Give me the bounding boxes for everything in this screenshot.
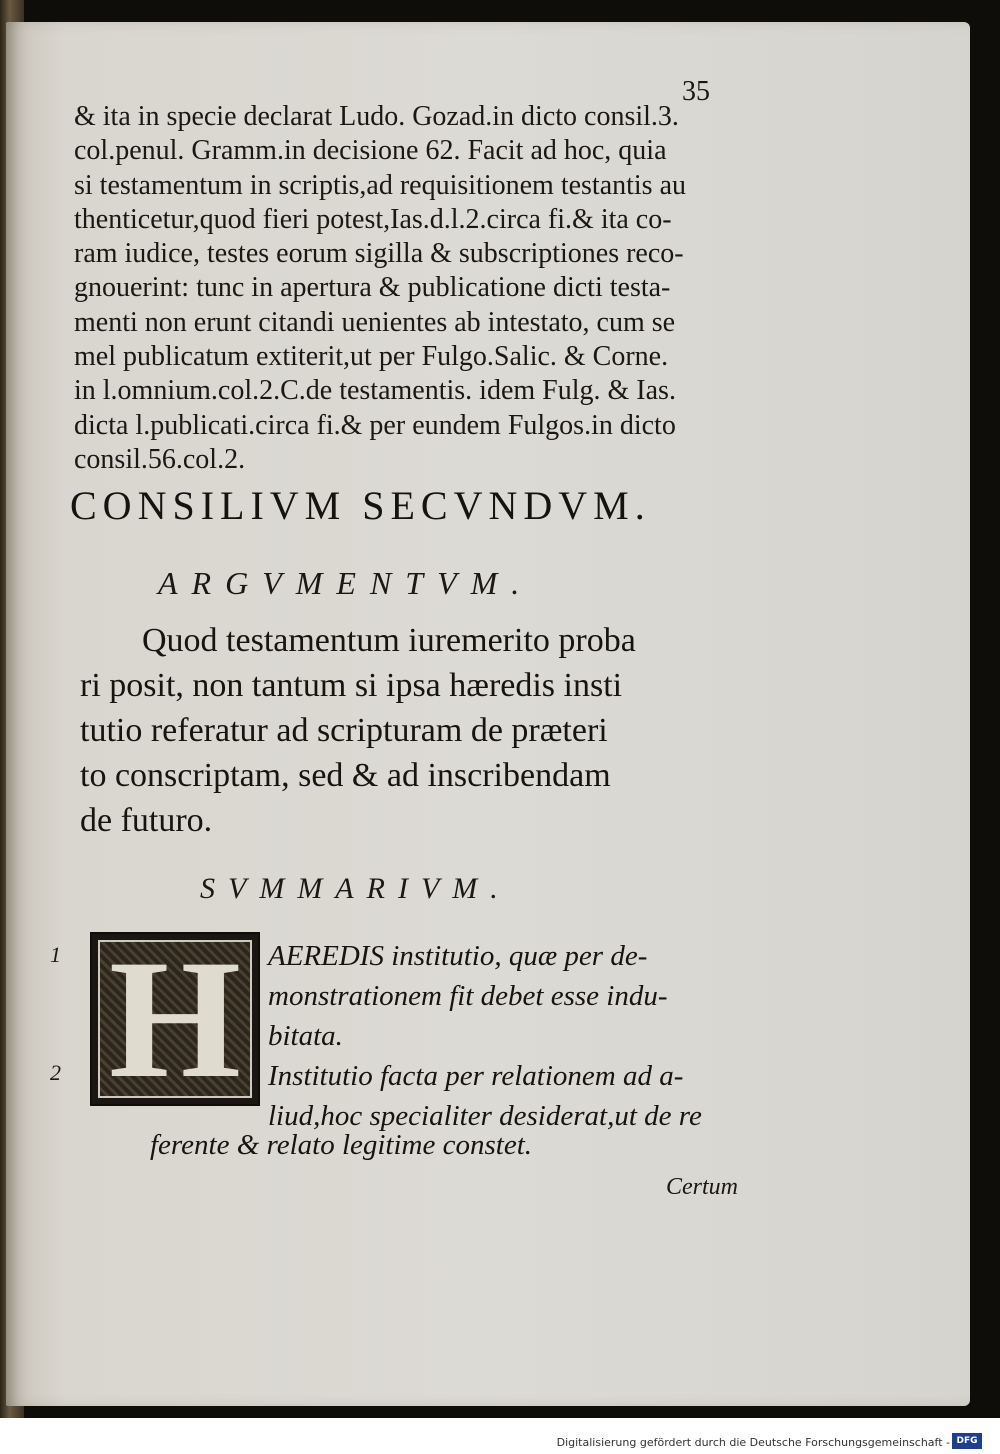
body-line: menti non erunt citandi uenientes ab intestato, cum se bbox=[74, 306, 676, 338]
summary-line: liud,hoc specialiter desiderat,ut de re bbox=[268, 1100, 702, 1132]
body-text bbox=[74, 100, 758, 477]
body-line: consil.56.col.2. bbox=[74, 443, 246, 475]
summary-line: AEREDIS institutio, quæ per de- bbox=[268, 940, 648, 972]
summary-number: 2 bbox=[50, 1060, 61, 1085]
argumentum-line: ri posit, non tantum si ipsa hæredis insti bbox=[80, 667, 623, 704]
argumentum-text bbox=[80, 618, 780, 843]
catchword: Certum bbox=[666, 1174, 738, 1200]
body-line: in l.omnium.col.2.C.de testamentis. idem Fulg. & Ias. bbox=[74, 375, 676, 407]
section-heading: CONSILIVM SECVNDVM. bbox=[70, 483, 651, 528]
summary-line: monstrationem fit debet esse indu- bbox=[268, 980, 668, 1012]
summarium-title: SVMMARIVM. bbox=[200, 872, 511, 905]
argumentum-line: to conscriptam, sed & ad inscribendam bbox=[80, 757, 611, 794]
summary-line: bitata. bbox=[268, 1020, 343, 1052]
argumentum-line: de futuro. bbox=[80, 802, 213, 839]
argumentum-line: Quod testamentum iuremerito proba bbox=[142, 622, 636, 659]
summary-text bbox=[268, 936, 768, 1136]
argumentum-line: tutio referatur ad scripturam de præteri bbox=[80, 712, 608, 749]
dfg-logo: DFG bbox=[952, 1433, 982, 1449]
body-line: thenticetur,quod fieri potest,Ias.d.l.2.circa fi.& ita co- bbox=[74, 203, 672, 235]
body-line: gnouerint: tunc in apertura & publicatione dicti testa- bbox=[74, 272, 671, 304]
body-line: & ita in specie declarat Ludo. Gozad.in dicto consil.3. bbox=[74, 101, 679, 132]
summary-number: 1 bbox=[50, 942, 61, 967]
body-line: ram iudice, testes eorum sigilla & subscriptiones reco- bbox=[74, 238, 684, 270]
body-line: dicta l.publicati.circa fi.& per eundem Fulgos.in dicto bbox=[74, 409, 676, 441]
body-line: mel publicatum extiterit,ut per Fulgo.Salic. & Corne. bbox=[74, 341, 669, 373]
summary-last-line: ferente & relato legitime constet. bbox=[150, 1129, 532, 1161]
drop-cap-woodcut bbox=[90, 925, 260, 1113]
page-number: 35 bbox=[682, 76, 710, 107]
footer-credit: Digitalisierung gefördert durch die Deutsche Forschungsgemeinschaft - bbox=[556, 1436, 950, 1449]
body-line: si testamentum in scriptis,ad requisitionem testantis au bbox=[74, 169, 687, 201]
body-line: col.penul. Gramm.in decisione 62. Facit ad hoc, quia bbox=[74, 135, 667, 167]
summary-line: Institutio facta per relationem ad a- bbox=[268, 1060, 684, 1092]
drop-cap-letter: H bbox=[108, 925, 242, 1113]
argumentum-title: ARGVMENTVM. bbox=[158, 565, 534, 601]
